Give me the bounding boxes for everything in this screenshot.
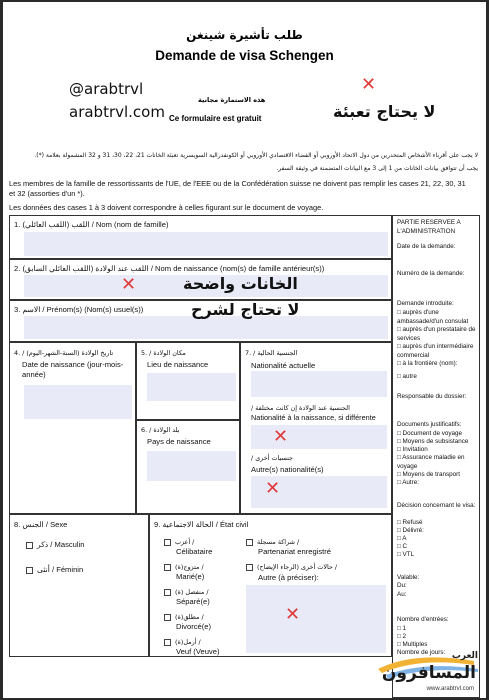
sidebar-entree-item: □ 2 bbox=[397, 633, 407, 640]
first-name-input[interactable] bbox=[24, 316, 388, 339]
sidebar-intro-item: □ à la frontière (nom): bbox=[397, 360, 458, 367]
field-7c-label-ar: / جنسيات أخرى bbox=[251, 454, 293, 462]
sidebar-decision: Décision concernant le visa: bbox=[397, 502, 476, 509]
sidebar-decision-item: □ A bbox=[397, 535, 407, 542]
sidebar-head: PARTIE RESERVEE A L'ADMINISTRATION bbox=[397, 219, 461, 235]
sidebar-doc-item: □ Assurance maladie en voyage bbox=[397, 454, 465, 470]
logo-site: www.arabtrvl.com bbox=[426, 686, 474, 692]
annotation-clear-2: لا تحتاج لشرح bbox=[191, 300, 300, 319]
field-6-label-ar: 6. / بلد الولادة bbox=[141, 426, 180, 434]
sex-female-option[interactable]: أنثى / Féminin bbox=[26, 565, 83, 575]
field-7b-label-ar: / الجنسية عند الولادة إن كانت مختلفة bbox=[251, 404, 350, 412]
field-5-label-fr: Lieu de naissance bbox=[147, 360, 209, 369]
civil-option[interactable]: أرمل(ة) / bbox=[164, 637, 201, 647]
birth-country-input[interactable] bbox=[147, 451, 236, 481]
sidebar-entree-item: □ 1 bbox=[397, 625, 407, 632]
free-form-fr: Ce formulaire est gratuit bbox=[169, 114, 262, 123]
civil-label: Célibataire bbox=[176, 547, 213, 556]
civil-option-partner[interactable]: شراكة مسجلة / bbox=[246, 537, 299, 547]
field-9-label: 9. الحالة الاجتماعية / État civil bbox=[154, 520, 249, 529]
sidebar-au: Au: bbox=[397, 591, 407, 598]
note-ar-2: يجب أن تتوافق بيانات الخانات من 1 إلى 3 مع البيانات المتضمنة في وثيقة السفر. bbox=[276, 165, 478, 172]
sidebar-decision-item: □ Délivré: bbox=[397, 527, 424, 534]
free-form-ar: هذه الاستمارة مجانية bbox=[198, 96, 266, 104]
cross-mark-icon: ✕ bbox=[273, 426, 289, 447]
field-7-label-fr: Nationalité actuelle bbox=[251, 361, 316, 370]
sidebar-doc-item: □ Invitation bbox=[397, 446, 428, 453]
birth-nationality-input[interactable] bbox=[251, 425, 387, 449]
sidebar-valable: Valable: bbox=[397, 574, 420, 581]
logo-ar2: العرب bbox=[451, 651, 478, 661]
annotation-clear-1: الخانات واضحة bbox=[183, 274, 298, 293]
sidebar-docs: Documents justificatifs: bbox=[397, 421, 462, 428]
civil-label: Divorcé(e) bbox=[176, 622, 212, 631]
checkbox-civil-5[interactable] bbox=[164, 639, 171, 646]
sidebar-intro-item: □ auprès d'un intermédiaire commercial bbox=[397, 343, 474, 359]
checkbox-civil-4[interactable] bbox=[164, 614, 171, 621]
field-9-box bbox=[149, 514, 392, 657]
field-1-box bbox=[9, 215, 392, 259]
cross-mark-icon: ✕ bbox=[265, 478, 281, 499]
civil-label: Séparé(e) bbox=[176, 597, 210, 606]
sidebar-intro-item: □ auprès d'une ambassade/d'un consulat bbox=[397, 309, 469, 325]
civil-option[interactable]: متزوج(ة) / bbox=[164, 562, 204, 572]
checkbox-civil-1[interactable] bbox=[164, 539, 171, 546]
logo-ar: المسافرون bbox=[381, 663, 476, 683]
field-6-label-fr: Pays de naissance bbox=[147, 437, 211, 446]
civil-option[interactable]: منفصل (ة) / bbox=[164, 587, 209, 597]
checkbox-male[interactable] bbox=[26, 542, 33, 549]
sidebar-numero: Numéro de la demande: bbox=[397, 270, 465, 277]
field-7c-label-fr: Autre(s) nationalité(s) bbox=[251, 465, 324, 474]
civil-option[interactable]: أعزب / bbox=[164, 537, 194, 547]
nationality-input[interactable] bbox=[251, 371, 387, 397]
visa-form-page bbox=[3, 2, 486, 698]
sidebar-doc-item: □ Moyens de subsistance bbox=[397, 438, 469, 445]
form-title-fr: Demande de visa Schengen bbox=[155, 48, 334, 63]
sidebar-decision-item: □ C bbox=[397, 543, 408, 550]
field-6-box bbox=[136, 420, 240, 514]
checkbox-other[interactable] bbox=[246, 564, 253, 571]
field-5-box bbox=[136, 342, 240, 420]
cross-mark-icon: ✕ bbox=[285, 604, 301, 625]
sidebar-doc-item: □ Document de voyage bbox=[397, 430, 463, 437]
sidebar-introduite: Demande introduite: bbox=[397, 300, 454, 307]
birth-place-input[interactable] bbox=[147, 373, 236, 401]
note-ar-1: لا يجب على أقرباء الأشخاص المتحدرين من دول الاتحاد الأوروبي أو الفضاء الاقتصادي الأوروبي أو الكونفدرالية السويسرية تعبئة الخانات 21، 22، 30، 31 و 32 المشمولة بعلامة (*). bbox=[34, 152, 478, 159]
field-1-label: 1. (اللقب العائلي) اللقب / Nom (nom de famille) bbox=[14, 220, 169, 229]
cross-mark-icon: ✕ bbox=[361, 74, 377, 95]
annotation-no-fill: لا يحتاج تعبئة bbox=[333, 102, 436, 121]
civil-other-input[interactable] bbox=[246, 585, 386, 653]
sidebar-intro-item: □ auprès d'un prestataire de services bbox=[397, 326, 476, 342]
birth-date-input[interactable] bbox=[24, 385, 132, 419]
field-4-box bbox=[9, 342, 136, 514]
field-7-box bbox=[240, 342, 392, 514]
checkbox-civil-2[interactable] bbox=[164, 564, 171, 571]
sidebar-decision-item: □ VTL bbox=[397, 551, 415, 558]
sidebar-doc-item: □ Autre: bbox=[397, 479, 420, 486]
civil-option[interactable]: مطلق(ة) / bbox=[164, 612, 204, 622]
sidebar-responsable: Responsable du dossier: bbox=[397, 393, 467, 400]
surname-input[interactable] bbox=[24, 232, 388, 256]
civil-label: Veuf (Veuve) bbox=[176, 647, 220, 656]
civil-label: Marié(e) bbox=[176, 572, 205, 581]
field-2-label: 2. (اللقب العائلي السابق) اللقب عند الولادة / Nom de naissance (nom(s) de famille antérieur(s)) bbox=[14, 264, 325, 273]
note-fr-1: Les membres de la famille de ressortissants de l'UE, de l'EEE ou de la Confédération suisse ne doivent pas remplir les cases 21, 22, 30, 31 bbox=[9, 179, 466, 188]
checkbox-partner[interactable] bbox=[246, 539, 253, 546]
arab-travelers-logo bbox=[374, 649, 482, 695]
field-7-label-ar: 7. / الجنسية الحالية bbox=[245, 349, 298, 357]
sidebar-doc-item: □ Moyens de transport bbox=[397, 471, 460, 478]
form-title-ar: طلب تأشيرة شينغن bbox=[186, 28, 303, 42]
field-7b-label-fr: Nationalité à la naissance, si différente bbox=[251, 413, 376, 422]
sidebar-date: Date de la demande: bbox=[397, 243, 456, 250]
field-8-label: 8. الجنس / Sexe bbox=[14, 520, 68, 529]
field-8-box bbox=[9, 514, 149, 657]
sidebar-entree-item: □ Multiples bbox=[397, 641, 428, 648]
sidebar-intro-item: □ autre bbox=[397, 373, 417, 380]
sidebar-du: Du: bbox=[397, 582, 407, 589]
civil-option-other[interactable]: حالات أخرى (الرجاء الإيضاح) / bbox=[246, 562, 337, 572]
note-fr-2: Les données des cases 1 à 3 doivent correspondre à celles figurant sur le document de voyage. bbox=[9, 203, 324, 212]
cross-mark-icon: ✕ bbox=[121, 274, 137, 295]
checkbox-female[interactable] bbox=[26, 567, 33, 574]
sidebar-entrees: Nombre d'entrées: bbox=[397, 616, 449, 623]
sidebar-entree-item: Nombre de jours: bbox=[397, 649, 446, 656]
checkbox-civil-3[interactable] bbox=[164, 589, 171, 596]
watermark-site: arabtrvl.com bbox=[69, 103, 165, 121]
civil-partner-label: Partenariat enregistré bbox=[258, 547, 332, 556]
sex-male-option[interactable]: ذكر / Masculin bbox=[26, 540, 84, 550]
sidebar-decision-item: □ Refusé bbox=[397, 519, 423, 526]
field-3-label: 3. الاسم / Prénom(s) (Nom(s) usuel(s)) bbox=[14, 305, 144, 314]
field-5-label-ar: 5. / مكان الولادة bbox=[141, 349, 186, 357]
field-4-label-fr: Date de naissance (jour-mois-année) bbox=[22, 360, 124, 379]
admin-sidebar bbox=[392, 215, 480, 698]
civil-other-label: Autre (à préciser): bbox=[258, 573, 319, 582]
field-4-label-ar: 4. / تاريخ الولادة (السنة-الشهر-اليوم) bbox=[14, 349, 114, 357]
note-fr-1b: et 32 (assorties d'un *). bbox=[9, 189, 85, 198]
watermark-handle: @arabtrvl bbox=[69, 80, 144, 98]
